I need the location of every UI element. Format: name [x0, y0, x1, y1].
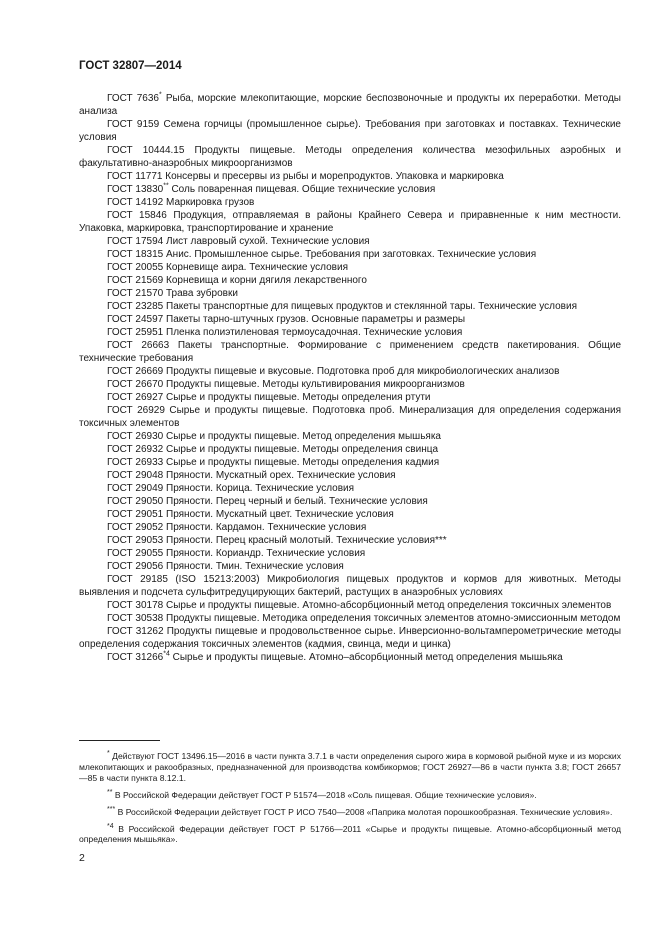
- reference-title: Пакеты транспортные. Формирование с применением средств пакетирования. Общие технические требования: [79, 340, 622, 364]
- reference-item: [79, 183, 621, 196]
- footnote-item: [79, 748, 621, 784]
- footnotes: [79, 748, 621, 848]
- reference-title: Корневища и корни дягиля лекарственного: [166, 275, 367, 286]
- reference-code: ГОСТ 20055: [107, 262, 164, 273]
- reference-item: [79, 196, 621, 209]
- footnote-item: [79, 787, 621, 801]
- footnote-mark: ***: [107, 805, 116, 813]
- footnote-text: В Российской Федерации действует ГОСТ Р 51766—2011 «Сырье и продукты пищевые. Атомно-абсорбционный метод определения мышьяка».: [79, 823, 621, 845]
- reference-item: [79, 300, 621, 313]
- reference-item: [79, 599, 621, 612]
- reference-title: Микробиология пищевых продуктов и кормов для животных. Методы выявления и подсчета сульфитредуцирующих бактерий, растущих в анаэробных условиях: [79, 574, 621, 598]
- reference-code: ГОСТ 29055: [107, 548, 164, 559]
- reference-code: ГОСТ 31266: [107, 652, 164, 663]
- reference-item: [79, 534, 621, 547]
- reference-code: ГОСТ 13830: [107, 184, 164, 195]
- reference-title: Сырье и продукты пищевые. Методы определения свинца: [166, 444, 439, 455]
- reference-code: ГОСТ 24597: [107, 314, 164, 325]
- reference-code: ГОСТ 29052: [107, 522, 164, 533]
- reference-code: ГОСТ 26663: [107, 340, 170, 351]
- reference-item: [79, 573, 621, 599]
- reference-code: ГОСТ 21570: [107, 288, 164, 299]
- reference-item: [79, 651, 621, 664]
- reference-item: [79, 521, 621, 534]
- reference-title: Маркировка грузов: [166, 197, 255, 208]
- reference-title: Сырье и продукты пищевые. Атомно-абсорбционный метод определения токсичных элементов: [166, 600, 612, 611]
- reference-title: Корневище аира. Технические условия: [166, 262, 348, 273]
- footnote-mark: *: [159, 91, 162, 99]
- footnote-mark: **: [107, 788, 113, 796]
- reference-code: ГОСТ 29056: [107, 561, 164, 572]
- reference-title: Пряности. Корица. Технические условия: [166, 483, 355, 494]
- reference-code: ГОСТ 10444.15: [107, 145, 185, 156]
- page-number: 2: [79, 852, 85, 864]
- reference-item: [79, 469, 621, 482]
- footnote-item: [79, 804, 621, 818]
- reference-item: [79, 365, 621, 378]
- footnote-text: В Российской Федерации действует ГОСТ Р 51574—2018 «Соль пищевая. Общие технические условия».: [114, 789, 537, 800]
- reference-title: Сырье и продукты пищевые. Метод определения мышьяка: [166, 431, 441, 442]
- normative-references-list: [79, 92, 621, 664]
- reference-title: Лист лавровый сухой. Технические условия: [166, 236, 370, 247]
- reference-item: [79, 495, 621, 508]
- reference-code: ГОСТ 26669: [107, 366, 164, 377]
- reference-title: Консервы и пресервы из рыбы и морепродуктов. Упаковка и маркировка: [165, 171, 504, 182]
- reference-item: [79, 482, 621, 495]
- reference-code: ГОСТ 11771: [107, 171, 163, 182]
- reference-item: [79, 625, 621, 651]
- reference-code: ГОСТ 26930: [107, 431, 164, 442]
- reference-item: [79, 391, 621, 404]
- reference-title: Пряности. Тмин. Технические условия: [166, 561, 344, 572]
- reference-title: Трава зубровки: [166, 288, 238, 299]
- reference-title: Пряности. Мускатный орех. Технические условия: [166, 470, 396, 481]
- reference-item: [79, 339, 621, 365]
- reference-item: [79, 261, 621, 274]
- reference-title: Семена горчицы (промышленное сырье). Требования при заготовках и поставках. Технические условия: [79, 119, 621, 143]
- reference-code: ГОСТ 21569: [107, 275, 164, 286]
- reference-item: [79, 430, 621, 443]
- footnote-mark: *: [107, 750, 110, 757]
- reference-item: [79, 443, 621, 456]
- reference-title: Продукты пищевые. Методика определения токсичных элементов атомно-эмиссионным методом: [166, 613, 621, 624]
- reference-item: [79, 560, 621, 573]
- reference-title: Пакеты транспортные для пищевых продуктов и стеклянной тары. Технические условия: [166, 301, 577, 312]
- reference-item: [79, 118, 621, 144]
- reference-title: Пряности. Кардамон. Технические условия: [166, 522, 367, 533]
- reference-code: ГОСТ 29185 (ISO 15213:2003): [107, 574, 260, 585]
- footnote-text: В Российской Федерации действует ГОСТ Р ИСО 7540—2008 «Паприка молотая порошкообразная. Технические условия».: [117, 806, 613, 817]
- reference-code: ГОСТ 26929: [107, 405, 165, 416]
- reference-code: ГОСТ 14192: [107, 197, 164, 208]
- reference-item: [79, 144, 621, 170]
- footnote-item: [79, 821, 621, 846]
- reference-title: Продукты пищевые и вкусовые. Подготовка проб для микробиологических анализов: [166, 366, 560, 377]
- reference-code: ГОСТ 26933: [107, 457, 164, 468]
- reference-title: Продукты пищевые. Методы определения количества мезофильных аэробных и факультативно-анаэробных микроорганизмов: [79, 145, 621, 169]
- reference-item: [79, 209, 621, 235]
- reference-code: ГОСТ 26670: [107, 379, 164, 390]
- reference-title: Сырье и продукты пищевые. Методы определения кадмия: [166, 457, 440, 468]
- reference-title: Пленка полиэтиленовая термоусадочная. Технические условия: [166, 327, 463, 338]
- footnote-mark: *4: [163, 650, 170, 658]
- reference-title: Пряности. Кориандр. Технические условия: [166, 548, 366, 559]
- reference-title: Продукция, отправляемая в районы Крайнего Севера и приравненные к ним местности. Упаковка, маркировка, транспортирование и хранение: [79, 210, 622, 234]
- reference-title: Пряности. Перец красный молотый. Технические условия***: [166, 535, 447, 546]
- reference-item: [79, 92, 621, 118]
- reference-code: ГОСТ 29050: [107, 496, 164, 507]
- reference-item: [79, 313, 621, 326]
- reference-item: [79, 248, 621, 261]
- footnote-mark: **: [163, 182, 169, 190]
- reference-item: [79, 547, 621, 560]
- reference-code: ГОСТ 23285: [107, 301, 164, 312]
- reference-title: Рыба, морские млекопитающие, морские беспозвоночные и продукты их переработки. Методы анализа: [79, 93, 621, 117]
- reference-code: ГОСТ 18315: [107, 249, 164, 260]
- reference-item: [79, 287, 621, 300]
- reference-item: [79, 456, 621, 469]
- footnote-text: Действуют ГОСТ 13496.15—2016 в части пункта 3.7.1 в части определения сырого жира в кормовой рыбной муке и из морских млекопитающих и ракообразных, предназначенной для производства комбикормов; ГОСТ 26927—86 в части пункта 3.8; ГОСТ 26657—85 в части пункта 8.12.1.: [79, 750, 621, 783]
- reference-item: [79, 326, 621, 339]
- reference-title: Продукты пищевые. Методы культивирования микроорганизмов: [166, 379, 465, 390]
- reference-title: Сырье и продукты пищевые. Подготовка проб. Минерализация для определения содержания токсичных элементов: [79, 405, 622, 429]
- reference-item: [79, 170, 621, 183]
- reference-item: [79, 274, 621, 287]
- reference-code: ГОСТ 7636: [107, 93, 159, 104]
- reference-code: ГОСТ 25951: [107, 327, 164, 338]
- reference-item: [79, 378, 621, 391]
- reference-title: Пряности. Мускатный цвет. Технические условия: [166, 509, 394, 520]
- reference-code: ГОСТ 26927: [107, 392, 164, 403]
- reference-code: ГОСТ 29053: [107, 535, 164, 546]
- reference-code: ГОСТ 30538: [107, 613, 164, 624]
- reference-title: Анис. Промышленное сырье. Требования при заготовках. Технические условия: [166, 249, 537, 260]
- reference-code: ГОСТ 29049: [107, 483, 164, 494]
- reference-title: Сырье и продукты пищевые. Атомно–абсорбционный метод определения мышьяка: [172, 652, 563, 663]
- reference-item: [79, 235, 621, 248]
- reference-code: ГОСТ 26932: [107, 444, 164, 455]
- reference-title: Пряности. Перец черный и белый. Технические условия: [166, 496, 428, 507]
- reference-title: Пакеты тарно-штучных грузов. Основные параметры и размеры: [166, 314, 466, 325]
- reference-title: Продукты пищевые и продовольственное сырье. Инверсионно-вольтамперометрические методы определения содержания токсичных элементов (кадмия, свинца, меди и цинка): [79, 626, 622, 650]
- reference-item: [79, 508, 621, 521]
- footnote-separator: [79, 740, 160, 741]
- footnote-mark: *4: [107, 822, 114, 830]
- reference-code: ГОСТ 9159: [107, 119, 160, 130]
- reference-item: [79, 404, 621, 430]
- reference-code: ГОСТ 31262: [107, 626, 164, 637]
- reference-code: ГОСТ 15846: [107, 210, 167, 221]
- reference-title: Сырье и продукты пищевые. Методы определения ртути: [166, 392, 431, 403]
- reference-item: [79, 612, 621, 625]
- reference-code: ГОСТ 30178: [107, 600, 164, 611]
- page-header-doc-number: ГОСТ 32807—2014: [79, 60, 182, 72]
- reference-code: ГОСТ 29051: [107, 509, 164, 520]
- reference-code: ГОСТ 17594: [107, 236, 164, 247]
- reference-title: Соль поваренная пищевая. Общие технические условия: [171, 184, 436, 195]
- reference-code: ГОСТ 29048: [107, 470, 164, 481]
